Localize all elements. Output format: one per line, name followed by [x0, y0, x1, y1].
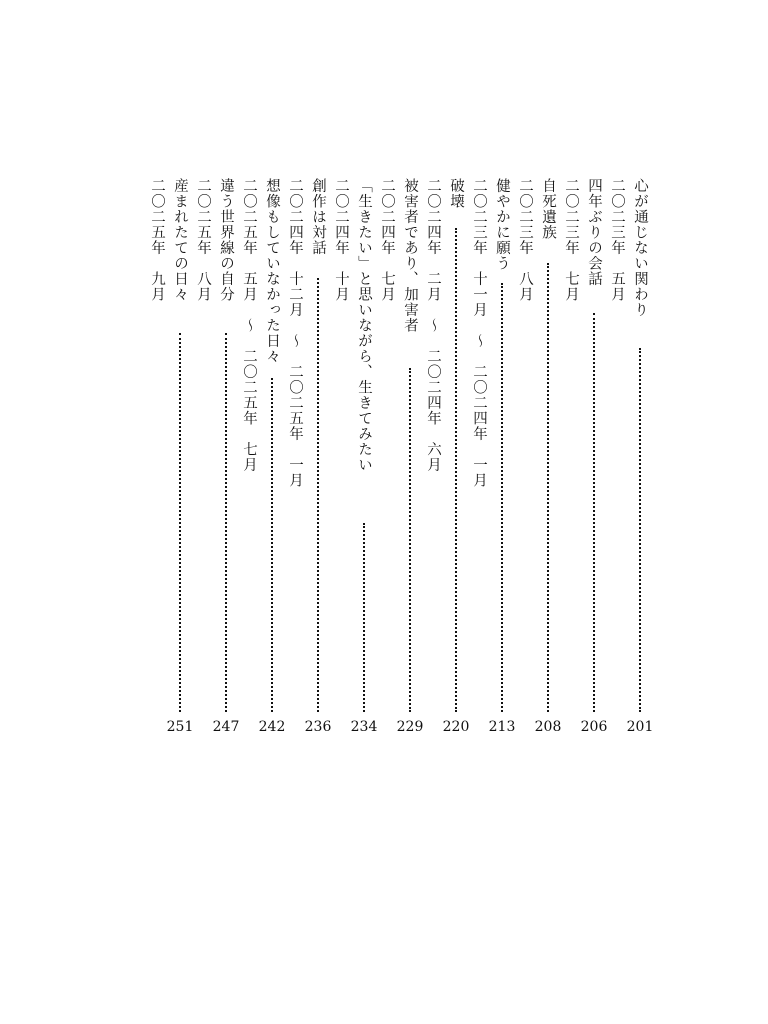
dotted-leader — [547, 263, 549, 712]
toc-entry-date: 二〇二三年 八月 — [517, 178, 533, 302]
dotted-leader — [593, 313, 595, 712]
toc-entry-title: 想像もしていなかった日々 — [264, 178, 280, 364]
toc-date-column — [147, 178, 167, 738]
toc-entry-date: 二〇二四年 七月 — [379, 178, 395, 302]
dotted-leader — [271, 378, 273, 712]
toc-title-column — [304, 178, 332, 738]
toc-entry-title: 心が通じない関わり — [632, 178, 648, 318]
toc-entry-title: 創作は対話 — [310, 178, 326, 256]
toc-entry-date: 二〇二三年 十一月 ～ 二〇二四年 一月 — [471, 178, 487, 488]
toc-date-column — [515, 178, 535, 738]
dotted-leader — [639, 348, 641, 712]
toc-entry-title: 「生きたい」と思いながら、生きてみたい — [356, 178, 372, 473]
dotted-leader — [179, 333, 181, 712]
toc-page-number: 229 — [396, 719, 424, 735]
toc-page-number: 251 — [166, 719, 194, 735]
toc-date-column — [193, 178, 213, 738]
toc-entry-title: 四年ぶりの会話 — [586, 178, 602, 287]
toc-page-number: 206 — [580, 719, 608, 735]
toc-date-column — [331, 178, 351, 738]
toc-page-number: 234 — [350, 719, 378, 735]
dotted-leader — [363, 523, 365, 712]
toc-date-column — [239, 178, 259, 738]
dotted-leader — [317, 278, 319, 712]
toc-page-number: 220 — [442, 719, 470, 735]
toc-title-column — [396, 178, 424, 738]
toc-entry-title: 自死遺族 — [540, 178, 556, 240]
toc-page-number: 201 — [626, 719, 654, 735]
toc-page-number: 208 — [534, 719, 562, 735]
toc-title-column — [580, 178, 608, 738]
toc-title-column — [534, 178, 562, 738]
toc-page-number: 236 — [304, 719, 332, 735]
dotted-leader — [409, 368, 411, 712]
toc-entry-date: 二〇二四年 十二月 ～ 二〇二五年 一月 — [287, 178, 303, 488]
toc-title-column — [212, 178, 240, 738]
dotted-leader — [225, 333, 227, 712]
toc-entry-date: 二〇二五年 九月 — [149, 178, 165, 302]
toc-date-column — [469, 178, 489, 738]
toc-page-number: 247 — [212, 719, 240, 735]
toc-title-column — [442, 178, 470, 738]
dotted-leader — [501, 283, 503, 712]
toc-entry-date: 二〇二四年 二月 ～ 二〇二四年 六月 — [425, 178, 441, 473]
toc-page-number: 242 — [258, 719, 286, 735]
toc-entry-date: 二〇二三年 七月 — [563, 178, 579, 302]
toc-entry-title: 違う世界線の自分 — [218, 178, 234, 302]
toc-title-column — [166, 178, 194, 738]
toc-date-column — [377, 178, 397, 738]
toc-date-column — [423, 178, 443, 738]
toc-date-column — [607, 178, 627, 738]
toc-date-column — [561, 178, 581, 738]
toc-title-column — [626, 178, 654, 738]
toc-entry-date: 二〇二四年 十月 — [333, 178, 349, 302]
toc-entry-title: 産まれたての日々 — [172, 178, 188, 302]
toc-entry-date: 二〇二五年 五月 ～ 二〇二五年 七月 — [241, 178, 257, 473]
toc-entry-title: 健やかに願う — [494, 178, 510, 271]
toc-entry-title: 被害者であり、加害者 — [402, 178, 418, 333]
toc-title-column — [488, 178, 516, 738]
toc-title-column — [350, 178, 378, 738]
toc-entry-title: 破壊 — [448, 178, 464, 209]
toc-entry-date: 二〇二三年 五月 — [609, 178, 625, 302]
dotted-leader — [455, 228, 457, 712]
toc-entry-date: 二〇二五年 八月 — [195, 178, 211, 302]
toc-title-column — [258, 178, 286, 738]
toc-date-column — [285, 178, 305, 738]
toc-page-number: 213 — [488, 719, 516, 735]
